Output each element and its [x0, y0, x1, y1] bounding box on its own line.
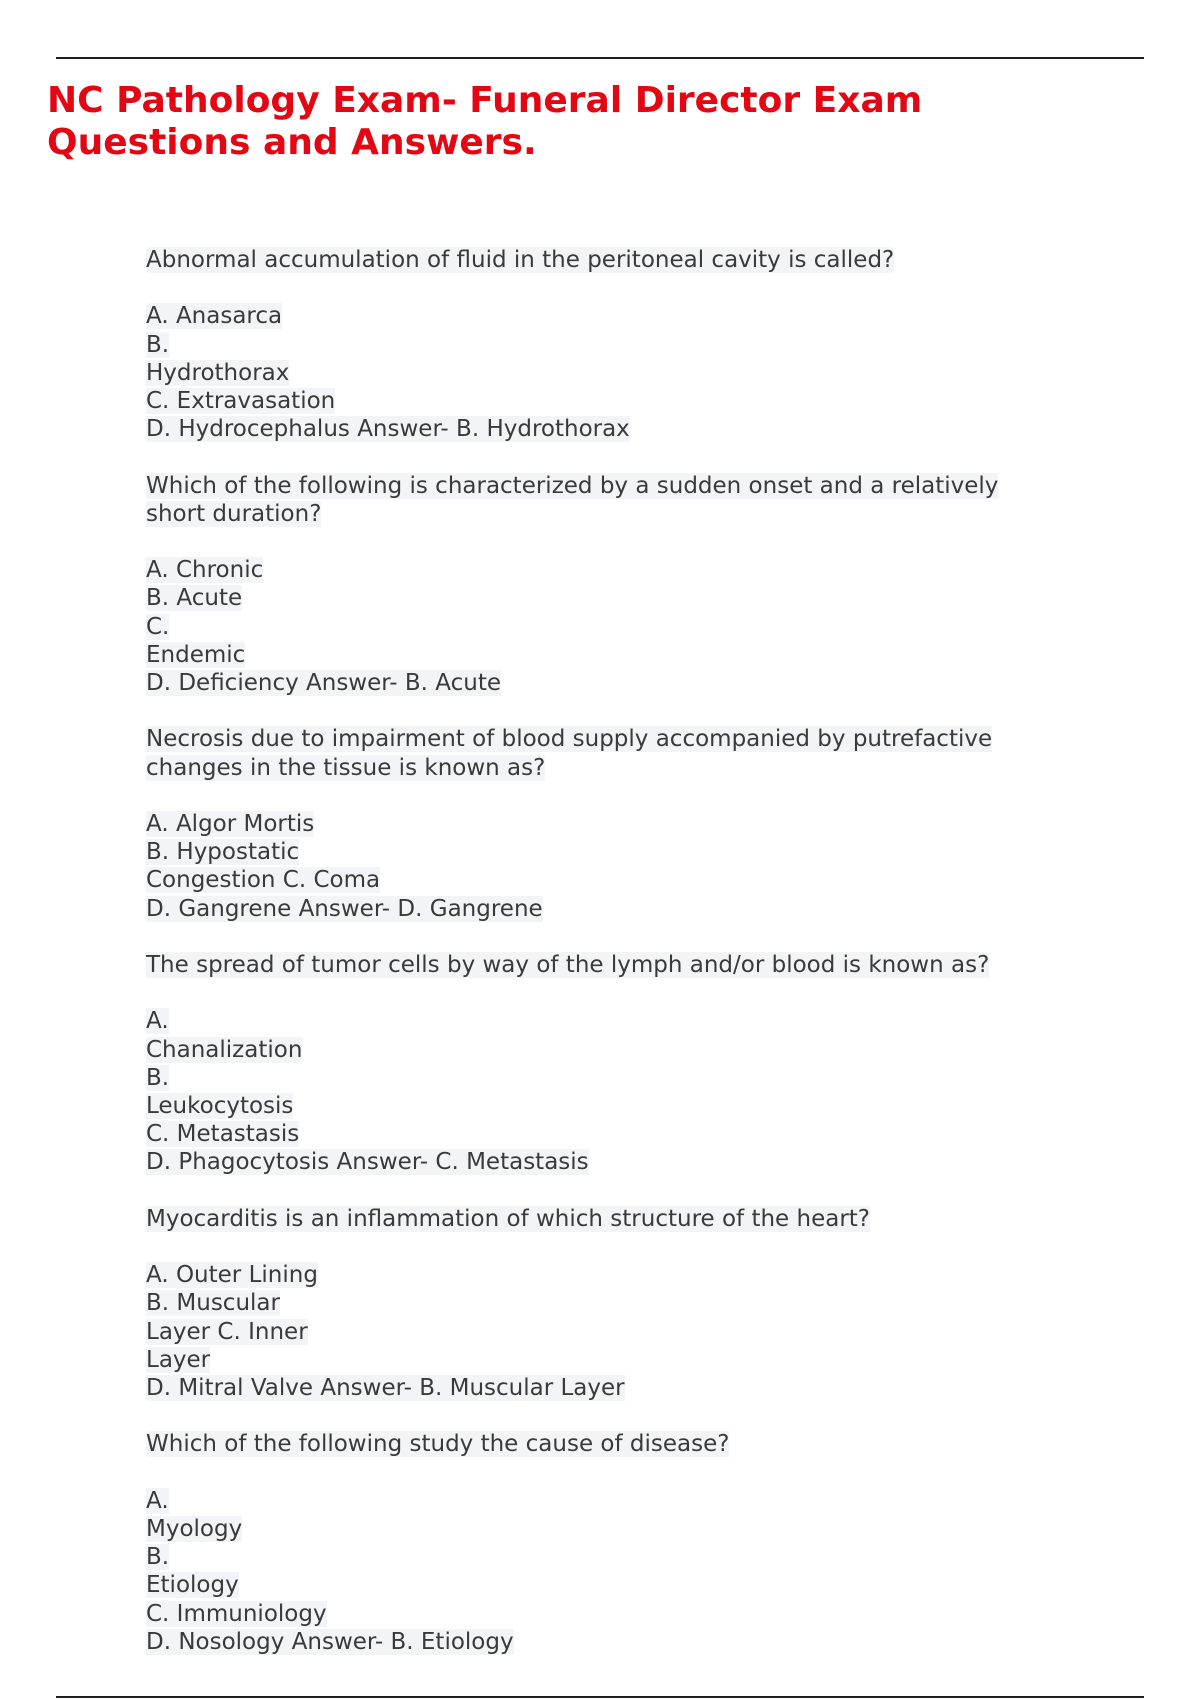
option-line: A. Outer Lining: [146, 1262, 318, 1289]
question-line: Myocarditis is an inflammation of which structure of the heart?: [146, 1205, 871, 1232]
option-line: B. Hypostatic: [146, 839, 300, 866]
option-line: Hydrothorax: [146, 359, 290, 386]
option-line: Etiology: [146, 1572, 239, 1599]
option-line: Layer: [146, 1346, 211, 1373]
option-line: D. Gangrene Answer- D. Gangrene: [146, 895, 543, 922]
option-line: B.: [146, 331, 170, 358]
option-line: D. Mitral Valve Answer- B. Muscular Layer: [146, 1374, 625, 1401]
option-line: B. Acute: [146, 585, 243, 612]
question-line: Necrosis due to impairment of blood supply accompanied by putrefactive: [146, 726, 993, 753]
question-block: [146, 472, 1106, 698]
option-line: A.: [146, 1008, 169, 1035]
question-block: [146, 951, 1106, 1177]
question-block: [146, 725, 1106, 922]
option-line: B. Muscular: [146, 1290, 280, 1317]
option-line: A. Algor Mortis: [146, 810, 315, 837]
question-line: Abnormal accumulation of fluid in the peritoneal cavity is called?: [146, 247, 895, 273]
option-line: D. Nosology Answer- B. Etiology: [146, 1628, 514, 1655]
option-line: D. Phagocytosis Answer- C. Metastasis: [146, 1149, 589, 1176]
option-line: A. Anasarca: [146, 303, 283, 330]
question-text: [146, 725, 1106, 781]
option-line: C. Immuniology: [146, 1600, 327, 1627]
option-line: B.: [146, 1064, 170, 1091]
option-line: Layer C. Inner: [146, 1318, 308, 1345]
question-text: [146, 951, 1106, 979]
option-line: Myology: [146, 1515, 243, 1542]
question-block: [146, 246, 1106, 443]
answer-options: [146, 810, 1106, 923]
option-line: C. Metastasis: [146, 1121, 300, 1148]
question-line: The spread of tumor cells by way of the lymph and/or blood is known as?: [146, 951, 990, 978]
option-line: Congestion C. Coma: [146, 867, 381, 894]
option-line: D. Deficiency Answer- B. Acute: [146, 670, 501, 696]
title-line-1: NC Pathology Exam- Funeral Director Exam: [47, 80, 923, 121]
document-title: [47, 80, 1147, 164]
question-text: [146, 1205, 1106, 1233]
answer-options: [146, 1007, 1106, 1176]
option-line: C.: [146, 613, 170, 640]
question-block: [146, 1205, 1106, 1402]
option-line: B.: [146, 1544, 170, 1571]
question-line: short duration?: [146, 500, 322, 527]
question-line: Which of the following study the cause of disease?: [146, 1431, 730, 1458]
question-text: [146, 1430, 1106, 1458]
bottom-rule: [56, 1696, 1144, 1698]
question-line: changes in the tissue is known as?: [146, 754, 546, 781]
title-line-2: Questions and Answers.: [47, 122, 537, 163]
answer-options: [146, 1261, 1106, 1402]
option-line: A. Chronic: [146, 557, 264, 584]
option-line: C. Extravasation: [146, 388, 336, 414]
option-line: Leukocytosis: [146, 1092, 294, 1119]
question-line: Which of the following is characterized by a sudden onset and a relatively: [146, 472, 999, 499]
top-rule: [56, 57, 1144, 59]
question-list: [146, 246, 1106, 1684]
option-line: Endemic: [146, 641, 246, 668]
option-line: D. Hydrocephalus Answer- B. Hydrothorax: [146, 416, 630, 443]
question-block: [146, 1430, 1106, 1656]
option-line: Chanalization: [146, 1036, 303, 1063]
option-line: A.: [146, 1487, 169, 1514]
question-text: [146, 472, 1106, 528]
answer-options: [146, 302, 1106, 443]
question-text: [146, 246, 1106, 274]
answer-options: [146, 1487, 1106, 1656]
answer-options: [146, 556, 1106, 697]
